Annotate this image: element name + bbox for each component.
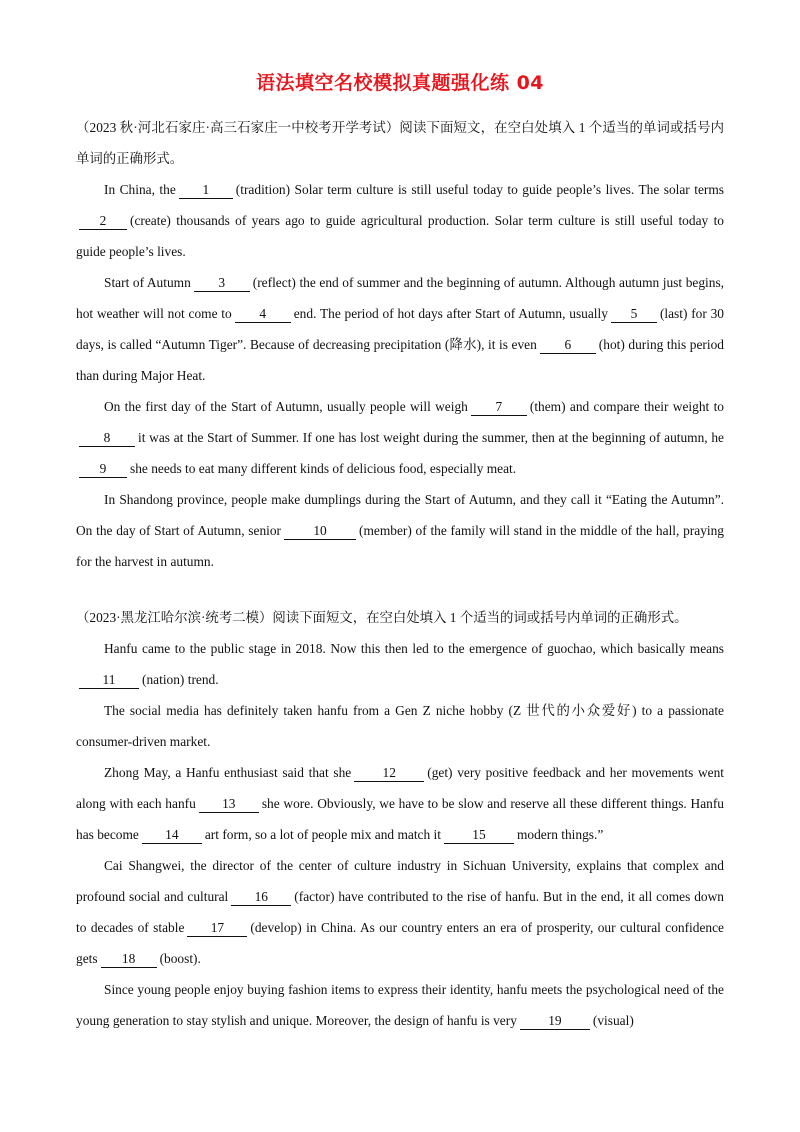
text: (factor) have contributed to the rise of hanfu. But in the end, it all comes down to decades of stable [76,889,724,935]
passage-1-source: （2023 秋·河北石家庄·高三石家庄一中校考开学考试）阅读下面短文，在空白处填入 1 个适当的单词或括号内单词的正确形式。 [76,120,724,166]
page-title: 语法填空名校模拟真题强化练 04 [255,72,545,94]
text: Zhong May, a Hanfu enthusiast said that she [104,765,352,780]
passage-2-source: （2023·黑龙江哈尔滨·统考二模）阅读下面短文，在空白处填入 1 个适当的词或括号内单词的正确形式。 [76,610,688,625]
text: (boost). [159,951,201,966]
text: she wore. Obviously, we have to be slow and reserve all these different things. Hanfu has become [76,796,724,842]
text: modern things.” [516,827,604,842]
text: (create) thousands of years ago to guide agricultural production. Solar term culture is still useful today to guide people’s lives. [76,213,724,259]
blank-19: 19 [520,1013,590,1030]
blank-9: 9 [79,461,127,478]
passage-1 [76,112,724,577]
text: (member) of the family will stand in the middle of the hall, praying for the harvest in autumn. [76,523,724,569]
text: Hanfu came to the public stage in 2018. Now this then led to the emergence of guochao, which basically means [104,641,724,656]
text: (nation) trend. [142,672,219,687]
blank-5: 5 [611,306,657,323]
passage-2-paragraph-3 [76,757,724,850]
blank-7: 7 [471,399,527,416]
text: (develop) in China. As our country enters an era of prosperity, our cultural confidence gets [76,920,724,966]
text: she needs to eat many different kinds of delicious food, especially meat. [130,461,517,476]
passage-2-paragraph-4 [76,850,724,974]
text: In Shandong province, people make dumplings during the Start of Autumn, and they call it “Eating the Autumn”. On the day of Start of Autumn, senior [76,492,724,538]
passage-1-paragraph-2 [76,267,724,391]
text: On the first day of the Start of Autumn, usually people will weigh [104,399,468,414]
passage-2-paragraph-2 [76,695,724,757]
text: (visual) [592,1013,634,1028]
blank-12: 12 [354,765,424,782]
passage-2 [76,602,724,1036]
text: it was at the Start of Summer. If one has lost weight during the summer, then at the beginning of autumn, he [138,430,724,445]
blank-6: 6 [540,337,596,354]
blank-10: 10 [284,523,356,540]
blank-15: 15 [444,827,514,844]
blank-4: 4 [235,306,291,323]
passage-1-paragraph-3 [76,391,724,484]
blank-18: 18 [101,951,157,968]
text: (last) for 30 days, is called “Autumn Tiger”. Because of decreasing precipitation (降水), it is even [76,306,725,352]
text: In China, the [104,182,176,197]
text: end. The period of hot days after Start of Autumn, usually [293,306,608,321]
text: The social media has definitely taken hanfu from a Gen Z niche hobby (Z 世代的小众爱好) to a passionate consumer-driven market. [76,703,724,749]
text: (get) very positive feedback and her movements went along with each hanfu [76,765,724,811]
blank-11: 11 [79,672,139,689]
blank-1: 1 [179,182,233,199]
passage-1-paragraph-4 [76,484,724,577]
text: (tradition) Solar term culture is still useful today to guide people’s lives. The solar terms [235,182,724,197]
blank-13: 13 [199,796,259,813]
text: (hot) during this period than during Major Heat. [76,337,724,383]
blank-8: 8 [79,430,135,447]
passage-2-paragraph-1 [76,633,724,695]
text: art form, so a lot of people mix and match it [204,827,441,842]
blank-16: 16 [231,889,291,906]
text: Since young people enjoy buying fashion items to express their identity, hanfu meets the psychological need of the young generation to stay stylish and unique. Moreover, the design of hanfu is very [76,982,724,1028]
text: Start of Autumn [104,275,191,290]
text: (reflect) the end of summer and the beginning of autumn. Although autumn just begins, hot weather will not come to [76,275,724,321]
text: Cai Shangwei, the director of the center of culture industry in Sichuan University, explains that complex and profound social and cultural [76,858,724,904]
text: (them) and compare their weight to [529,399,724,414]
blank-2: 2 [79,213,127,230]
blank-14: 14 [142,827,202,844]
passage-1-paragraph-1 [76,174,724,267]
blank-3: 3 [194,275,250,292]
passage-2-paragraph-5 [76,974,724,1036]
blank-17: 17 [187,920,247,937]
